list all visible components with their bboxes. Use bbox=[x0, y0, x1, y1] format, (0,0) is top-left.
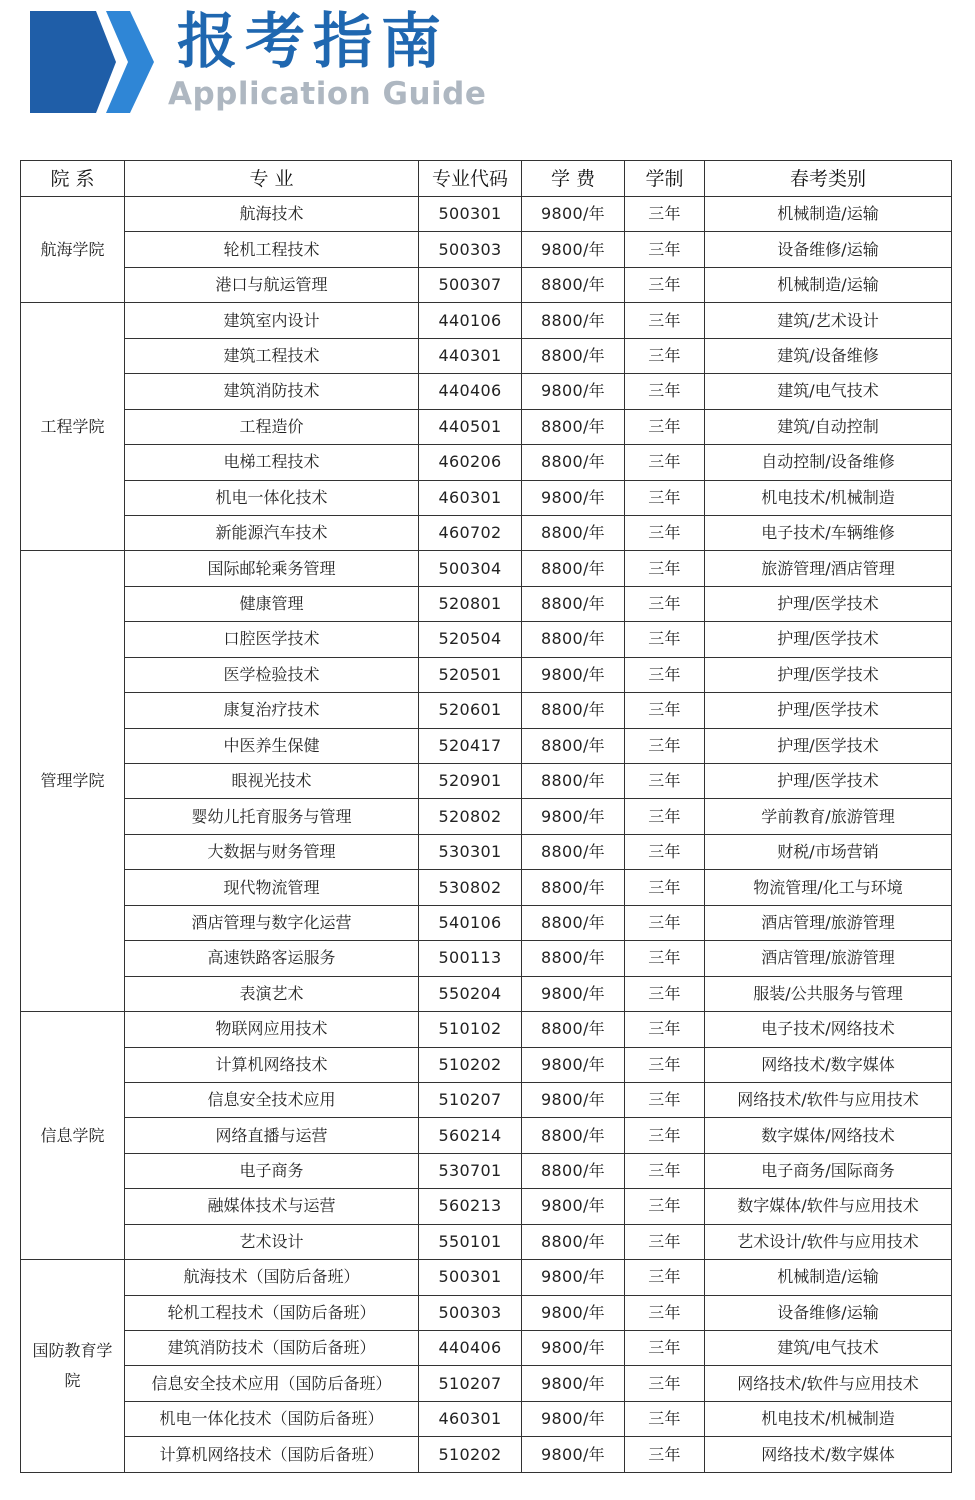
code-cell: 440501 bbox=[419, 409, 522, 444]
table-row bbox=[21, 1260, 952, 1295]
category-cell: 旅游管理/酒店管理 bbox=[705, 551, 952, 586]
major-cell: 轮机工程技术 bbox=[125, 232, 419, 267]
code-cell: 460301 bbox=[419, 1401, 522, 1436]
code-cell: 460702 bbox=[419, 515, 522, 550]
code-cell: 530802 bbox=[419, 870, 522, 905]
code-cell: 520601 bbox=[419, 693, 522, 728]
table-row bbox=[21, 693, 952, 728]
table-row bbox=[21, 870, 952, 905]
fee-cell: 8800/年 bbox=[522, 1012, 625, 1047]
duration-cell: 三年 bbox=[625, 1437, 705, 1472]
category-cell: 护理/医学技术 bbox=[705, 657, 952, 692]
table-row bbox=[21, 728, 952, 763]
duration-cell: 三年 bbox=[625, 728, 705, 763]
category-cell: 自动控制/设备维修 bbox=[705, 445, 952, 480]
category-cell: 设备维修/运输 bbox=[705, 232, 952, 267]
header-college: 院 系 bbox=[21, 161, 125, 197]
college-cell bbox=[21, 303, 125, 551]
fee-cell: 8800/年 bbox=[522, 764, 625, 799]
duration-cell: 三年 bbox=[625, 374, 705, 409]
category-cell: 酒店管理/旅游管理 bbox=[705, 941, 952, 976]
fee-cell: 9800/年 bbox=[522, 1437, 625, 1472]
major-cell: 建筑工程技术 bbox=[125, 338, 419, 373]
major-cell: 艺术设计 bbox=[125, 1224, 419, 1259]
fee-cell: 8800/年 bbox=[522, 445, 625, 480]
table-row bbox=[21, 303, 952, 338]
table-body bbox=[21, 197, 952, 1473]
table-row bbox=[21, 1082, 952, 1117]
table-row bbox=[21, 1366, 952, 1401]
fee-cell: 8800/年 bbox=[522, 515, 625, 550]
table-row bbox=[21, 232, 952, 267]
duration-cell: 三年 bbox=[625, 480, 705, 515]
code-cell: 440106 bbox=[419, 303, 522, 338]
code-cell: 500303 bbox=[419, 232, 522, 267]
code-cell: 460301 bbox=[419, 480, 522, 515]
table-row bbox=[21, 551, 952, 586]
category-cell: 护理/医学技术 bbox=[705, 693, 952, 728]
fee-cell: 8800/年 bbox=[522, 409, 625, 444]
duration-cell: 三年 bbox=[625, 409, 705, 444]
category-cell: 网络技术/数字媒体 bbox=[705, 1047, 952, 1082]
duration-cell: 三年 bbox=[625, 445, 705, 480]
duration-cell: 三年 bbox=[625, 1082, 705, 1117]
code-cell: 550101 bbox=[419, 1224, 522, 1259]
table-row bbox=[21, 1047, 952, 1082]
table-row bbox=[21, 622, 952, 657]
duration-cell: 三年 bbox=[625, 1401, 705, 1436]
fee-cell: 8800/年 bbox=[522, 338, 625, 373]
duration-cell: 三年 bbox=[625, 622, 705, 657]
code-cell: 440406 bbox=[419, 1331, 522, 1366]
fee-cell: 9800/年 bbox=[522, 1295, 625, 1330]
fee-cell: 9800/年 bbox=[522, 1189, 625, 1224]
table-row bbox=[21, 586, 952, 621]
header-code: 专业代码 bbox=[419, 161, 522, 197]
duration-cell: 三年 bbox=[625, 551, 705, 586]
fee-cell: 8800/年 bbox=[522, 905, 625, 940]
major-cell: 航海技术（国防后备班） bbox=[125, 1260, 419, 1295]
college-label: 航海学院 bbox=[40, 239, 105, 259]
code-cell: 460206 bbox=[419, 445, 522, 480]
category-cell: 机械制造/运输 bbox=[705, 1260, 952, 1295]
category-cell: 设备维修/运输 bbox=[705, 1295, 952, 1330]
fee-cell: 9800/年 bbox=[522, 197, 625, 232]
code-cell: 500304 bbox=[419, 551, 522, 586]
code-cell: 500303 bbox=[419, 1295, 522, 1330]
major-cell: 电子商务 bbox=[125, 1153, 419, 1188]
duration-cell: 三年 bbox=[625, 1295, 705, 1330]
code-cell: 520501 bbox=[419, 657, 522, 692]
code-cell: 560213 bbox=[419, 1189, 522, 1224]
duration-cell: 三年 bbox=[625, 870, 705, 905]
fee-cell: 9800/年 bbox=[522, 480, 625, 515]
duration-cell: 三年 bbox=[625, 267, 705, 302]
table-row bbox=[21, 1401, 952, 1436]
fee-cell: 8800/年 bbox=[522, 870, 625, 905]
table-row bbox=[21, 1118, 952, 1153]
fee-cell: 8800/年 bbox=[522, 1224, 625, 1259]
duration-cell: 三年 bbox=[625, 515, 705, 550]
major-cell: 建筑室内设计 bbox=[125, 303, 419, 338]
category-cell: 电子技术/车辆维修 bbox=[705, 515, 952, 550]
category-cell: 建筑/电气技术 bbox=[705, 1331, 952, 1366]
category-cell: 数字媒体/网络技术 bbox=[705, 1118, 952, 1153]
fee-cell: 8800/年 bbox=[522, 834, 625, 869]
fee-cell: 9800/年 bbox=[522, 799, 625, 834]
fee-cell: 9800/年 bbox=[522, 976, 625, 1011]
fee-cell: 9800/年 bbox=[522, 1047, 625, 1082]
major-cell: 物联网应用技术 bbox=[125, 1012, 419, 1047]
major-cell: 国际邮轮乘务管理 bbox=[125, 551, 419, 586]
major-cell: 中医养生保健 bbox=[125, 728, 419, 763]
table-row bbox=[21, 374, 952, 409]
duration-cell: 三年 bbox=[625, 1260, 705, 1295]
major-cell: 现代物流管理 bbox=[125, 870, 419, 905]
major-cell: 机电一体化技术（国防后备班） bbox=[125, 1401, 419, 1436]
duration-cell: 三年 bbox=[625, 657, 705, 692]
category-cell: 建筑/电气技术 bbox=[705, 374, 952, 409]
code-cell: 520417 bbox=[419, 728, 522, 763]
table-row bbox=[21, 941, 952, 976]
duration-cell: 三年 bbox=[625, 1189, 705, 1224]
category-cell: 护理/医学技术 bbox=[705, 586, 952, 621]
major-cell: 电梯工程技术 bbox=[125, 445, 419, 480]
category-cell: 艺术设计/软件与应用技术 bbox=[705, 1224, 952, 1259]
category-cell: 机械制造/运输 bbox=[705, 267, 952, 302]
major-cell: 医学检验技术 bbox=[125, 657, 419, 692]
category-cell: 护理/医学技术 bbox=[705, 764, 952, 799]
fee-cell: 9800/年 bbox=[522, 657, 625, 692]
major-cell: 口腔医学技术 bbox=[125, 622, 419, 657]
code-cell: 500301 bbox=[419, 197, 522, 232]
code-cell: 520802 bbox=[419, 799, 522, 834]
fee-cell: 9800/年 bbox=[522, 374, 625, 409]
code-cell: 550204 bbox=[419, 976, 522, 1011]
major-cell: 建筑消防技术（国防后备班） bbox=[125, 1331, 419, 1366]
major-cell: 新能源汽车技术 bbox=[125, 515, 419, 550]
duration-cell: 三年 bbox=[625, 338, 705, 373]
chevron-arrow-icon bbox=[30, 9, 160, 115]
duration-cell: 三年 bbox=[625, 905, 705, 940]
major-cell: 网络直播与运营 bbox=[125, 1118, 419, 1153]
college-label: 国防教育学 院 bbox=[32, 1340, 145, 1390]
category-cell: 服装/公共服务与管理 bbox=[705, 976, 952, 1011]
duration-cell: 三年 bbox=[625, 1366, 705, 1401]
category-cell: 数字媒体/软件与应用技术 bbox=[705, 1189, 952, 1224]
duration-cell: 三年 bbox=[625, 232, 705, 267]
college-cell bbox=[21, 1012, 125, 1260]
duration-cell: 三年 bbox=[625, 834, 705, 869]
major-cell: 表演艺术 bbox=[125, 976, 419, 1011]
fee-cell: 9800/年 bbox=[522, 1260, 625, 1295]
category-cell: 网络技术/数字媒体 bbox=[705, 1437, 952, 1472]
table-row bbox=[21, 480, 952, 515]
code-cell: 500113 bbox=[419, 941, 522, 976]
fee-cell: 9800/年 bbox=[522, 1082, 625, 1117]
fee-cell: 8800/年 bbox=[522, 586, 625, 621]
category-cell: 学前教育/旅游管理 bbox=[705, 799, 952, 834]
table-row bbox=[21, 1224, 952, 1259]
admission-table bbox=[20, 160, 952, 1473]
duration-cell: 三年 bbox=[625, 799, 705, 834]
code-cell: 520504 bbox=[419, 622, 522, 657]
code-cell: 510202 bbox=[419, 1437, 522, 1472]
major-cell: 轮机工程技术（国防后备班） bbox=[125, 1295, 419, 1330]
category-cell: 网络技术/软件与应用技术 bbox=[705, 1082, 952, 1117]
major-cell: 高速铁路客运服务 bbox=[125, 941, 419, 976]
category-cell: 建筑/自动控制 bbox=[705, 409, 952, 444]
major-cell: 信息安全技术应用（国防后备班） bbox=[125, 1366, 419, 1401]
college-cell bbox=[21, 551, 125, 1012]
major-cell: 大数据与财务管理 bbox=[125, 834, 419, 869]
fee-cell: 8800/年 bbox=[522, 941, 625, 976]
table-row bbox=[21, 1295, 952, 1330]
major-cell: 港口与航运管理 bbox=[125, 267, 419, 302]
code-cell: 510207 bbox=[419, 1082, 522, 1117]
college-label: 信息学院 bbox=[40, 1125, 105, 1145]
table-row bbox=[21, 799, 952, 834]
duration-cell: 三年 bbox=[625, 1047, 705, 1082]
duration-cell: 三年 bbox=[625, 1153, 705, 1188]
category-cell: 物流管理/化工与环境 bbox=[705, 870, 952, 905]
major-cell: 建筑消防技术 bbox=[125, 374, 419, 409]
table-row bbox=[21, 1331, 952, 1366]
table-row bbox=[21, 197, 952, 232]
code-cell: 510207 bbox=[419, 1366, 522, 1401]
college-cell bbox=[21, 1260, 145, 1473]
fee-cell: 8800/年 bbox=[522, 622, 625, 657]
fee-cell: 8800/年 bbox=[522, 1118, 625, 1153]
fee-cell: 9800/年 bbox=[522, 1331, 625, 1366]
table-row bbox=[21, 515, 952, 550]
table-row bbox=[21, 764, 952, 799]
category-cell: 电子技术/网络技术 bbox=[705, 1012, 952, 1047]
duration-cell: 三年 bbox=[625, 1331, 705, 1366]
duration-cell: 三年 bbox=[625, 976, 705, 1011]
fee-cell: 9800/年 bbox=[522, 1401, 625, 1436]
major-cell: 信息安全技术应用 bbox=[125, 1082, 419, 1117]
fee-cell: 8800/年 bbox=[522, 551, 625, 586]
table-row bbox=[21, 1153, 952, 1188]
major-cell: 航海技术 bbox=[125, 197, 419, 232]
fee-cell: 9800/年 bbox=[522, 1366, 625, 1401]
category-cell: 电子商务/国际商务 bbox=[705, 1153, 952, 1188]
major-cell: 眼视光技术 bbox=[125, 764, 419, 799]
table-row bbox=[21, 445, 952, 480]
header-duration: 学制 bbox=[625, 161, 705, 197]
table-row bbox=[21, 976, 952, 1011]
header-major: 专 业 bbox=[125, 161, 419, 197]
major-cell: 机电一体化技术 bbox=[125, 480, 419, 515]
category-cell: 护理/医学技术 bbox=[705, 728, 952, 763]
fee-cell: 8800/年 bbox=[522, 1153, 625, 1188]
code-cell: 520901 bbox=[419, 764, 522, 799]
code-cell: 530701 bbox=[419, 1153, 522, 1188]
page-header bbox=[0, 0, 975, 140]
table-row bbox=[21, 267, 952, 302]
table-row bbox=[21, 409, 952, 444]
category-cell: 机械制造/运输 bbox=[705, 197, 952, 232]
category-cell: 酒店管理/旅游管理 bbox=[705, 905, 952, 940]
fee-cell: 8800/年 bbox=[522, 693, 625, 728]
code-cell: 510102 bbox=[419, 1012, 522, 1047]
code-cell: 440301 bbox=[419, 338, 522, 373]
category-cell: 建筑/设备维修 bbox=[705, 338, 952, 373]
category-cell: 机电技术/机械制造 bbox=[705, 1401, 952, 1436]
duration-cell: 三年 bbox=[625, 197, 705, 232]
page-title: 报考指南 bbox=[177, 7, 449, 77]
major-cell: 康复治疗技术 bbox=[125, 693, 419, 728]
duration-cell: 三年 bbox=[625, 764, 705, 799]
code-cell: 440406 bbox=[419, 374, 522, 409]
college-label: 管理学院 bbox=[40, 771, 105, 791]
table-row bbox=[21, 657, 952, 692]
college-label: 工程学院 bbox=[40, 416, 105, 436]
fee-cell: 8800/年 bbox=[522, 267, 625, 302]
category-cell: 财税/市场营销 bbox=[705, 834, 952, 869]
code-cell: 500307 bbox=[419, 267, 522, 302]
table-header-row bbox=[21, 161, 952, 197]
major-cell: 酒店管理与数字化运营 bbox=[125, 905, 419, 940]
duration-cell: 三年 bbox=[625, 1118, 705, 1153]
code-cell: 540106 bbox=[419, 905, 522, 940]
table-row bbox=[21, 905, 952, 940]
duration-cell: 三年 bbox=[625, 941, 705, 976]
college-cell bbox=[21, 197, 125, 303]
table-row bbox=[21, 834, 952, 869]
code-cell: 500301 bbox=[419, 1260, 522, 1295]
fee-cell: 9800/年 bbox=[522, 232, 625, 267]
duration-cell: 三年 bbox=[625, 586, 705, 621]
fee-cell: 8800/年 bbox=[522, 303, 625, 338]
category-cell: 建筑/艺术设计 bbox=[705, 303, 952, 338]
duration-cell: 三年 bbox=[625, 1012, 705, 1047]
code-cell: 530301 bbox=[419, 834, 522, 869]
fee-cell: 8800/年 bbox=[522, 728, 625, 763]
major-cell: 计算机网络技术 bbox=[125, 1047, 419, 1082]
header-category: 春考类别 bbox=[705, 161, 952, 197]
category-cell: 机电技术/机械制造 bbox=[705, 480, 952, 515]
category-cell: 网络技术/软件与应用技术 bbox=[705, 1366, 952, 1401]
category-cell: 护理/医学技术 bbox=[705, 622, 952, 657]
table-row bbox=[21, 1189, 952, 1224]
duration-cell: 三年 bbox=[625, 1224, 705, 1259]
code-cell: 510202 bbox=[419, 1047, 522, 1082]
table-row bbox=[21, 1437, 952, 1472]
duration-cell: 三年 bbox=[625, 303, 705, 338]
code-cell: 520801 bbox=[419, 586, 522, 621]
code-cell: 560214 bbox=[419, 1118, 522, 1153]
table-row bbox=[21, 1012, 952, 1047]
major-cell: 婴幼儿托育服务与管理 bbox=[125, 799, 419, 834]
major-cell: 融媒体技术与运营 bbox=[125, 1189, 419, 1224]
major-cell: 计算机网络技术（国防后备班） bbox=[125, 1437, 419, 1472]
page-subtitle: Application Guide bbox=[168, 76, 487, 112]
major-cell: 健康管理 bbox=[125, 586, 419, 621]
major-cell: 工程造价 bbox=[125, 409, 419, 444]
duration-cell: 三年 bbox=[625, 693, 705, 728]
header-fee: 学 费 bbox=[522, 161, 625, 197]
table-row bbox=[21, 338, 952, 373]
